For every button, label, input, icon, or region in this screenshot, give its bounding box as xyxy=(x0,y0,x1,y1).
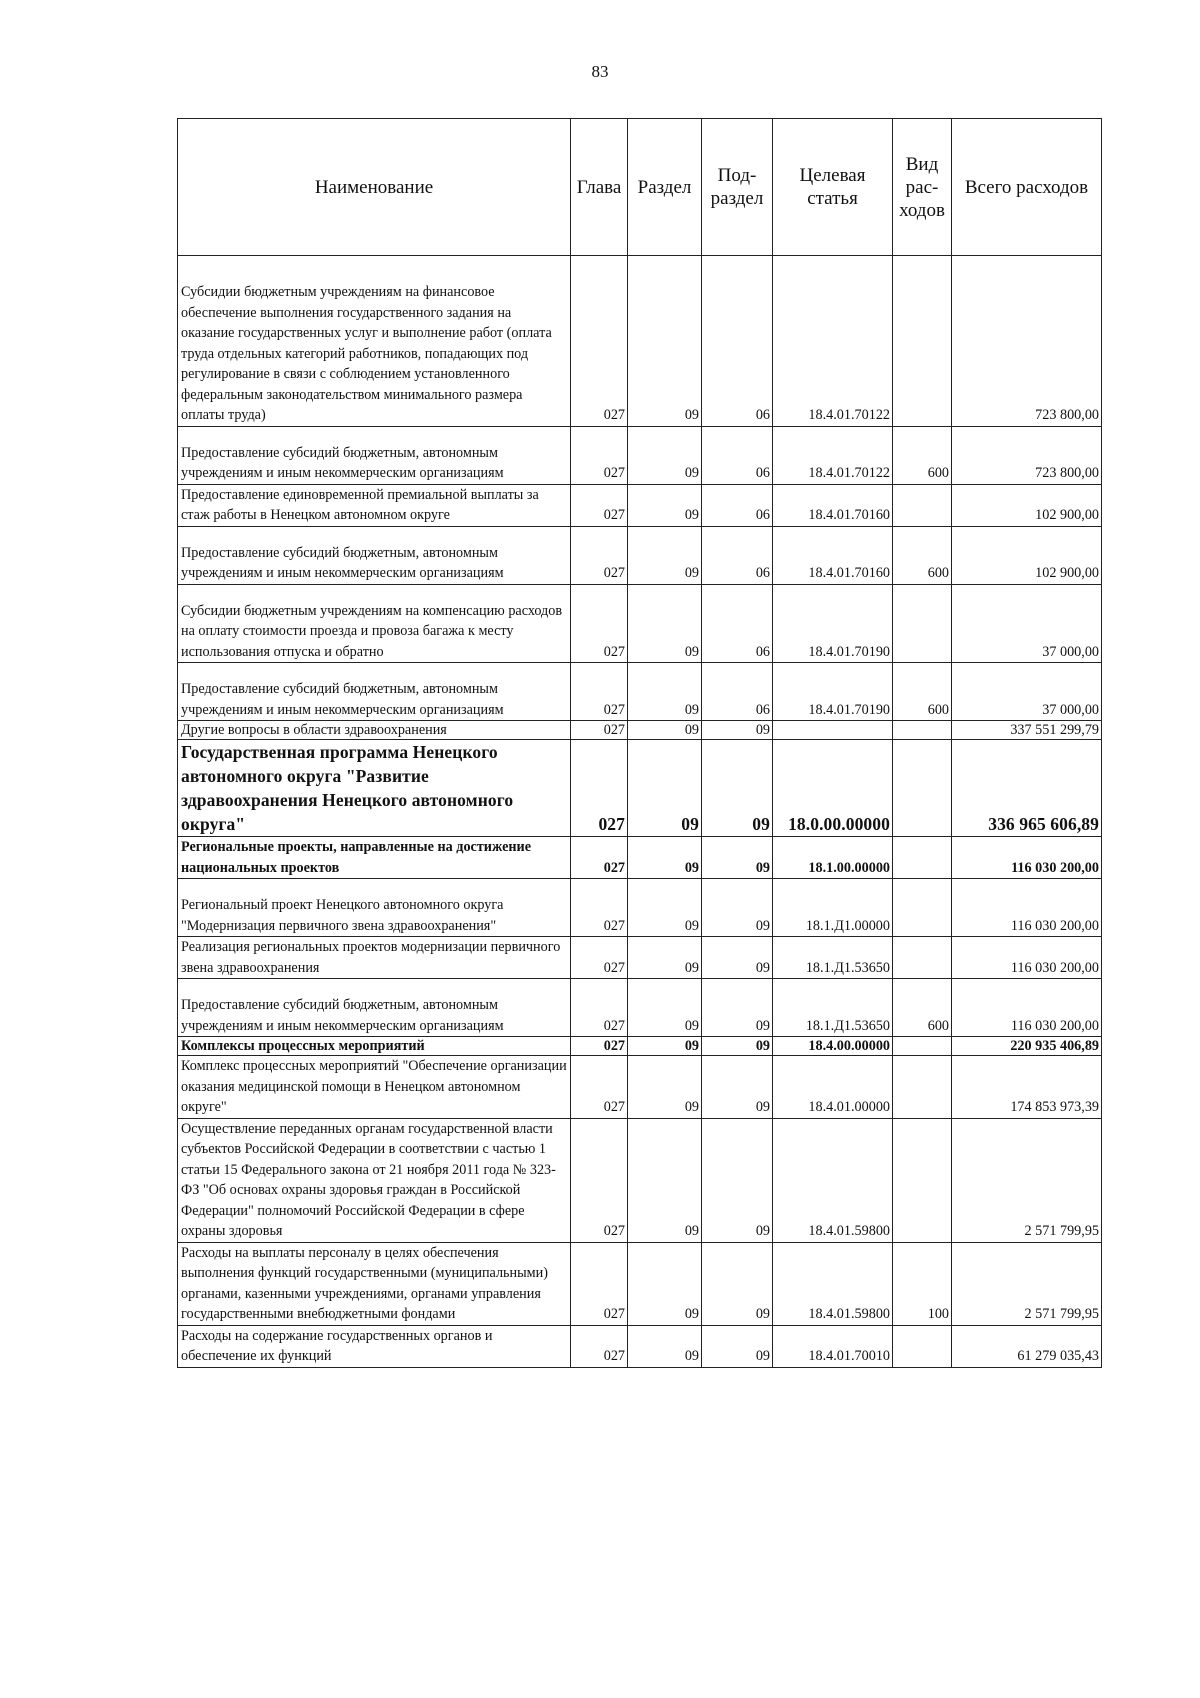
table-row xyxy=(178,663,1102,721)
row-razdel: 09 xyxy=(628,256,702,427)
row-razdel: 09 xyxy=(628,721,702,740)
table-header-row xyxy=(178,119,1102,256)
row-celevaya: 18.1.Д1.53650 xyxy=(773,937,893,979)
header-name: Наименование xyxy=(178,119,571,256)
row-total: 102 900,00 xyxy=(952,526,1102,584)
row-podrazdel: 09 xyxy=(702,721,773,740)
row-vid: 600 xyxy=(893,426,952,484)
row-podrazdel: 09 xyxy=(702,1056,773,1119)
row-podrazdel: 06 xyxy=(702,663,773,721)
row-total: 116 030 200,00 xyxy=(952,979,1102,1037)
row-razdel: 09 xyxy=(628,1037,702,1056)
table-row xyxy=(178,526,1102,584)
row-razdel: 09 xyxy=(628,879,702,937)
table-row xyxy=(178,837,1102,879)
row-total: 723 800,00 xyxy=(952,426,1102,484)
row-total: 337 551 299,79 xyxy=(952,721,1102,740)
row-podrazdel: 06 xyxy=(702,526,773,584)
row-celevaya: 18.1.00.00000 xyxy=(773,837,893,879)
row-vid xyxy=(893,1325,952,1367)
table-row xyxy=(178,979,1102,1037)
table-row xyxy=(178,1118,1102,1242)
header-total: Всего расходов xyxy=(952,119,1102,256)
header-podrazdel: Под-раздел xyxy=(702,119,773,256)
row-name: Предоставление субсидий бюджетным, автономным учреждениям и иным некоммерческим организациям xyxy=(178,979,571,1037)
row-vid xyxy=(893,740,952,837)
row-glava: 027 xyxy=(571,979,628,1037)
row-razdel: 09 xyxy=(628,484,702,526)
table-row xyxy=(178,484,1102,526)
row-vid xyxy=(893,256,952,427)
row-total: 220 935 406,89 xyxy=(952,1037,1102,1056)
row-celevaya: 18.4.01.59800 xyxy=(773,1118,893,1242)
row-name: Государственная программа Ненецкого автономного округа "Развитие здравоохранения Ненецкого автономного округа" xyxy=(178,740,571,837)
row-razdel: 09 xyxy=(628,937,702,979)
row-celevaya: 18.4.01.70122 xyxy=(773,256,893,427)
row-name: Расходы на выплаты персоналу в целях обеспечения выполнения функций государственными (муниципальными) органами, казенными учреждениями, органами управления государственными внебюджетными фондами xyxy=(178,1242,571,1325)
table-row xyxy=(178,1325,1102,1367)
table-row xyxy=(178,584,1102,663)
row-total: 102 900,00 xyxy=(952,484,1102,526)
table-row xyxy=(178,1242,1102,1325)
row-total: 37 000,00 xyxy=(952,584,1102,663)
row-glava: 027 xyxy=(571,484,628,526)
row-name: Региональные проекты, направленные на достижение национальных проектов xyxy=(178,837,571,879)
row-vid xyxy=(893,1037,952,1056)
row-total: 336 965 606,89 xyxy=(952,740,1102,837)
row-celevaya: 18.4.01.70190 xyxy=(773,663,893,721)
row-podrazdel: 09 xyxy=(702,1242,773,1325)
row-podrazdel: 09 xyxy=(702,837,773,879)
row-vid xyxy=(893,837,952,879)
row-name: Субсидии бюджетным учреждениям на компенсацию расходов на оплату стоимости проезда и провоза багажа к месту использования отпуска и обратно xyxy=(178,584,571,663)
table-row xyxy=(178,1056,1102,1119)
row-vid xyxy=(893,721,952,740)
row-razdel: 09 xyxy=(628,979,702,1037)
row-podrazdel: 09 xyxy=(702,1325,773,1367)
row-glava: 027 xyxy=(571,740,628,837)
row-total: 116 030 200,00 xyxy=(952,879,1102,937)
table-row xyxy=(178,740,1102,837)
row-name: Региональный проект Ненецкого автономного округа "Модернизация первичного звена здравоохранения" xyxy=(178,879,571,937)
row-podrazdel: 09 xyxy=(702,1037,773,1056)
row-vid: 600 xyxy=(893,663,952,721)
row-vid: 600 xyxy=(893,979,952,1037)
table-row xyxy=(178,1037,1102,1056)
row-podrazdel: 06 xyxy=(702,426,773,484)
row-name: Комплексы процессных мероприятий xyxy=(178,1037,571,1056)
row-name: Предоставление субсидий бюджетным, автономным учреждениям и иным некоммерческим организациям xyxy=(178,426,571,484)
row-razdel: 09 xyxy=(628,584,702,663)
row-razdel: 09 xyxy=(628,740,702,837)
row-razdel: 09 xyxy=(628,1325,702,1367)
row-glava: 027 xyxy=(571,1325,628,1367)
row-podrazdel: 06 xyxy=(702,484,773,526)
row-celevaya: 18.4.01.59800 xyxy=(773,1242,893,1325)
row-total: 116 030 200,00 xyxy=(952,937,1102,979)
row-celevaya: 18.4.01.70160 xyxy=(773,484,893,526)
row-name: Осуществление переданных органам государственной власти субъектов Российской Федерации в соответствии с частью 1 статьи 15 Федерального закона от 21 ноября 2011 года № 323-ФЗ "Об основах охраны здоровья граждан в Российской Федерации" полномочий Российской Федерации в сфере охраны здоровья xyxy=(178,1118,571,1242)
row-name: Комплекс процессных мероприятий "Обеспечение организации оказания медицинской помощи в Ненецком автономном округе" xyxy=(178,1056,571,1119)
row-razdel: 09 xyxy=(628,1056,702,1119)
row-celevaya: 18.1.Д1.00000 xyxy=(773,879,893,937)
table-row xyxy=(178,256,1102,427)
row-podrazdel: 09 xyxy=(702,1118,773,1242)
header-razdel: Раздел xyxy=(628,119,702,256)
row-podrazdel: 06 xyxy=(702,256,773,427)
row-total: 61 279 035,43 xyxy=(952,1325,1102,1367)
row-celevaya: 18.1.Д1.53650 xyxy=(773,979,893,1037)
row-razdel: 09 xyxy=(628,1118,702,1242)
table-row xyxy=(178,937,1102,979)
row-vid xyxy=(893,879,952,937)
row-glava: 027 xyxy=(571,721,628,740)
row-glava: 027 xyxy=(571,879,628,937)
row-total: 174 853 973,39 xyxy=(952,1056,1102,1119)
row-celevaya: 18.0.00.00000 xyxy=(773,740,893,837)
row-podrazdel: 09 xyxy=(702,979,773,1037)
row-razdel: 09 xyxy=(628,1242,702,1325)
table-row xyxy=(178,721,1102,740)
row-glava: 027 xyxy=(571,584,628,663)
row-name: Субсидии бюджетным учреждениям на финансовое обеспечение выполнения государственного задания на оказание государственных услуг и выполнение работ (оплата труда отдельных категорий работников, попадающих под регулирование в связи с соблюдением установленного федеральным законодательством минимального размера оплаты труда) xyxy=(178,256,571,427)
page-number: 83 xyxy=(591,62,609,81)
row-total: 723 800,00 xyxy=(952,256,1102,427)
row-total: 2 571 799,95 xyxy=(952,1242,1102,1325)
row-celevaya: 18.4.01.70190 xyxy=(773,584,893,663)
row-name: Предоставление единовременной премиальной выплаты за стаж работы в Ненецком автономном округе xyxy=(178,484,571,526)
row-glava: 027 xyxy=(571,937,628,979)
row-total: 116 030 200,00 xyxy=(952,837,1102,879)
row-celevaya: 18.4.00.00000 xyxy=(773,1037,893,1056)
row-vid xyxy=(893,937,952,979)
table-row xyxy=(178,426,1102,484)
row-razdel: 09 xyxy=(628,663,702,721)
row-razdel: 09 xyxy=(628,526,702,584)
row-vid xyxy=(893,1056,952,1119)
row-vid xyxy=(893,1118,952,1242)
row-glava: 027 xyxy=(571,1037,628,1056)
table-row xyxy=(178,879,1102,937)
row-podrazdel: 09 xyxy=(702,740,773,837)
row-total: 37 000,00 xyxy=(952,663,1102,721)
row-name: Предоставление субсидий бюджетным, автономным учреждениям и иным некоммерческим организациям xyxy=(178,663,571,721)
row-celevaya: 18.4.01.70010 xyxy=(773,1325,893,1367)
row-glava: 027 xyxy=(571,663,628,721)
header-vid: Вид рас-ходов xyxy=(893,119,952,256)
row-celevaya: 18.4.01.00000 xyxy=(773,1056,893,1119)
row-name: Другие вопросы в области здравоохранения xyxy=(178,721,571,740)
row-glava: 027 xyxy=(571,1118,628,1242)
row-vid xyxy=(893,484,952,526)
row-podrazdel: 06 xyxy=(702,584,773,663)
row-vid: 600 xyxy=(893,526,952,584)
row-podrazdel: 09 xyxy=(702,879,773,937)
budget-table xyxy=(177,118,1102,1368)
row-name: Расходы на содержание государственных органов и обеспечение их функций xyxy=(178,1325,571,1367)
row-vid xyxy=(893,584,952,663)
row-glava: 027 xyxy=(571,1056,628,1119)
row-glava: 027 xyxy=(571,526,628,584)
row-podrazdel: 09 xyxy=(702,937,773,979)
row-glava: 027 xyxy=(571,256,628,427)
row-celevaya: 18.4.01.70122 xyxy=(773,426,893,484)
row-total: 2 571 799,95 xyxy=(952,1118,1102,1242)
row-name: Предоставление субсидий бюджетным, автономным учреждениям и иным некоммерческим организациям xyxy=(178,526,571,584)
row-celevaya: 18.4.01.70160 xyxy=(773,526,893,584)
row-vid: 100 xyxy=(893,1242,952,1325)
row-glava: 027 xyxy=(571,837,628,879)
row-razdel: 09 xyxy=(628,837,702,879)
row-celevaya xyxy=(773,721,893,740)
row-glava: 027 xyxy=(571,1242,628,1325)
row-name: Реализация региональных проектов модернизации первичного звена здравоохранения xyxy=(178,937,571,979)
row-razdel: 09 xyxy=(628,426,702,484)
row-glava: 027 xyxy=(571,426,628,484)
header-glava: Глава xyxy=(571,119,628,256)
header-celevaya: Целевая статья xyxy=(773,119,893,256)
